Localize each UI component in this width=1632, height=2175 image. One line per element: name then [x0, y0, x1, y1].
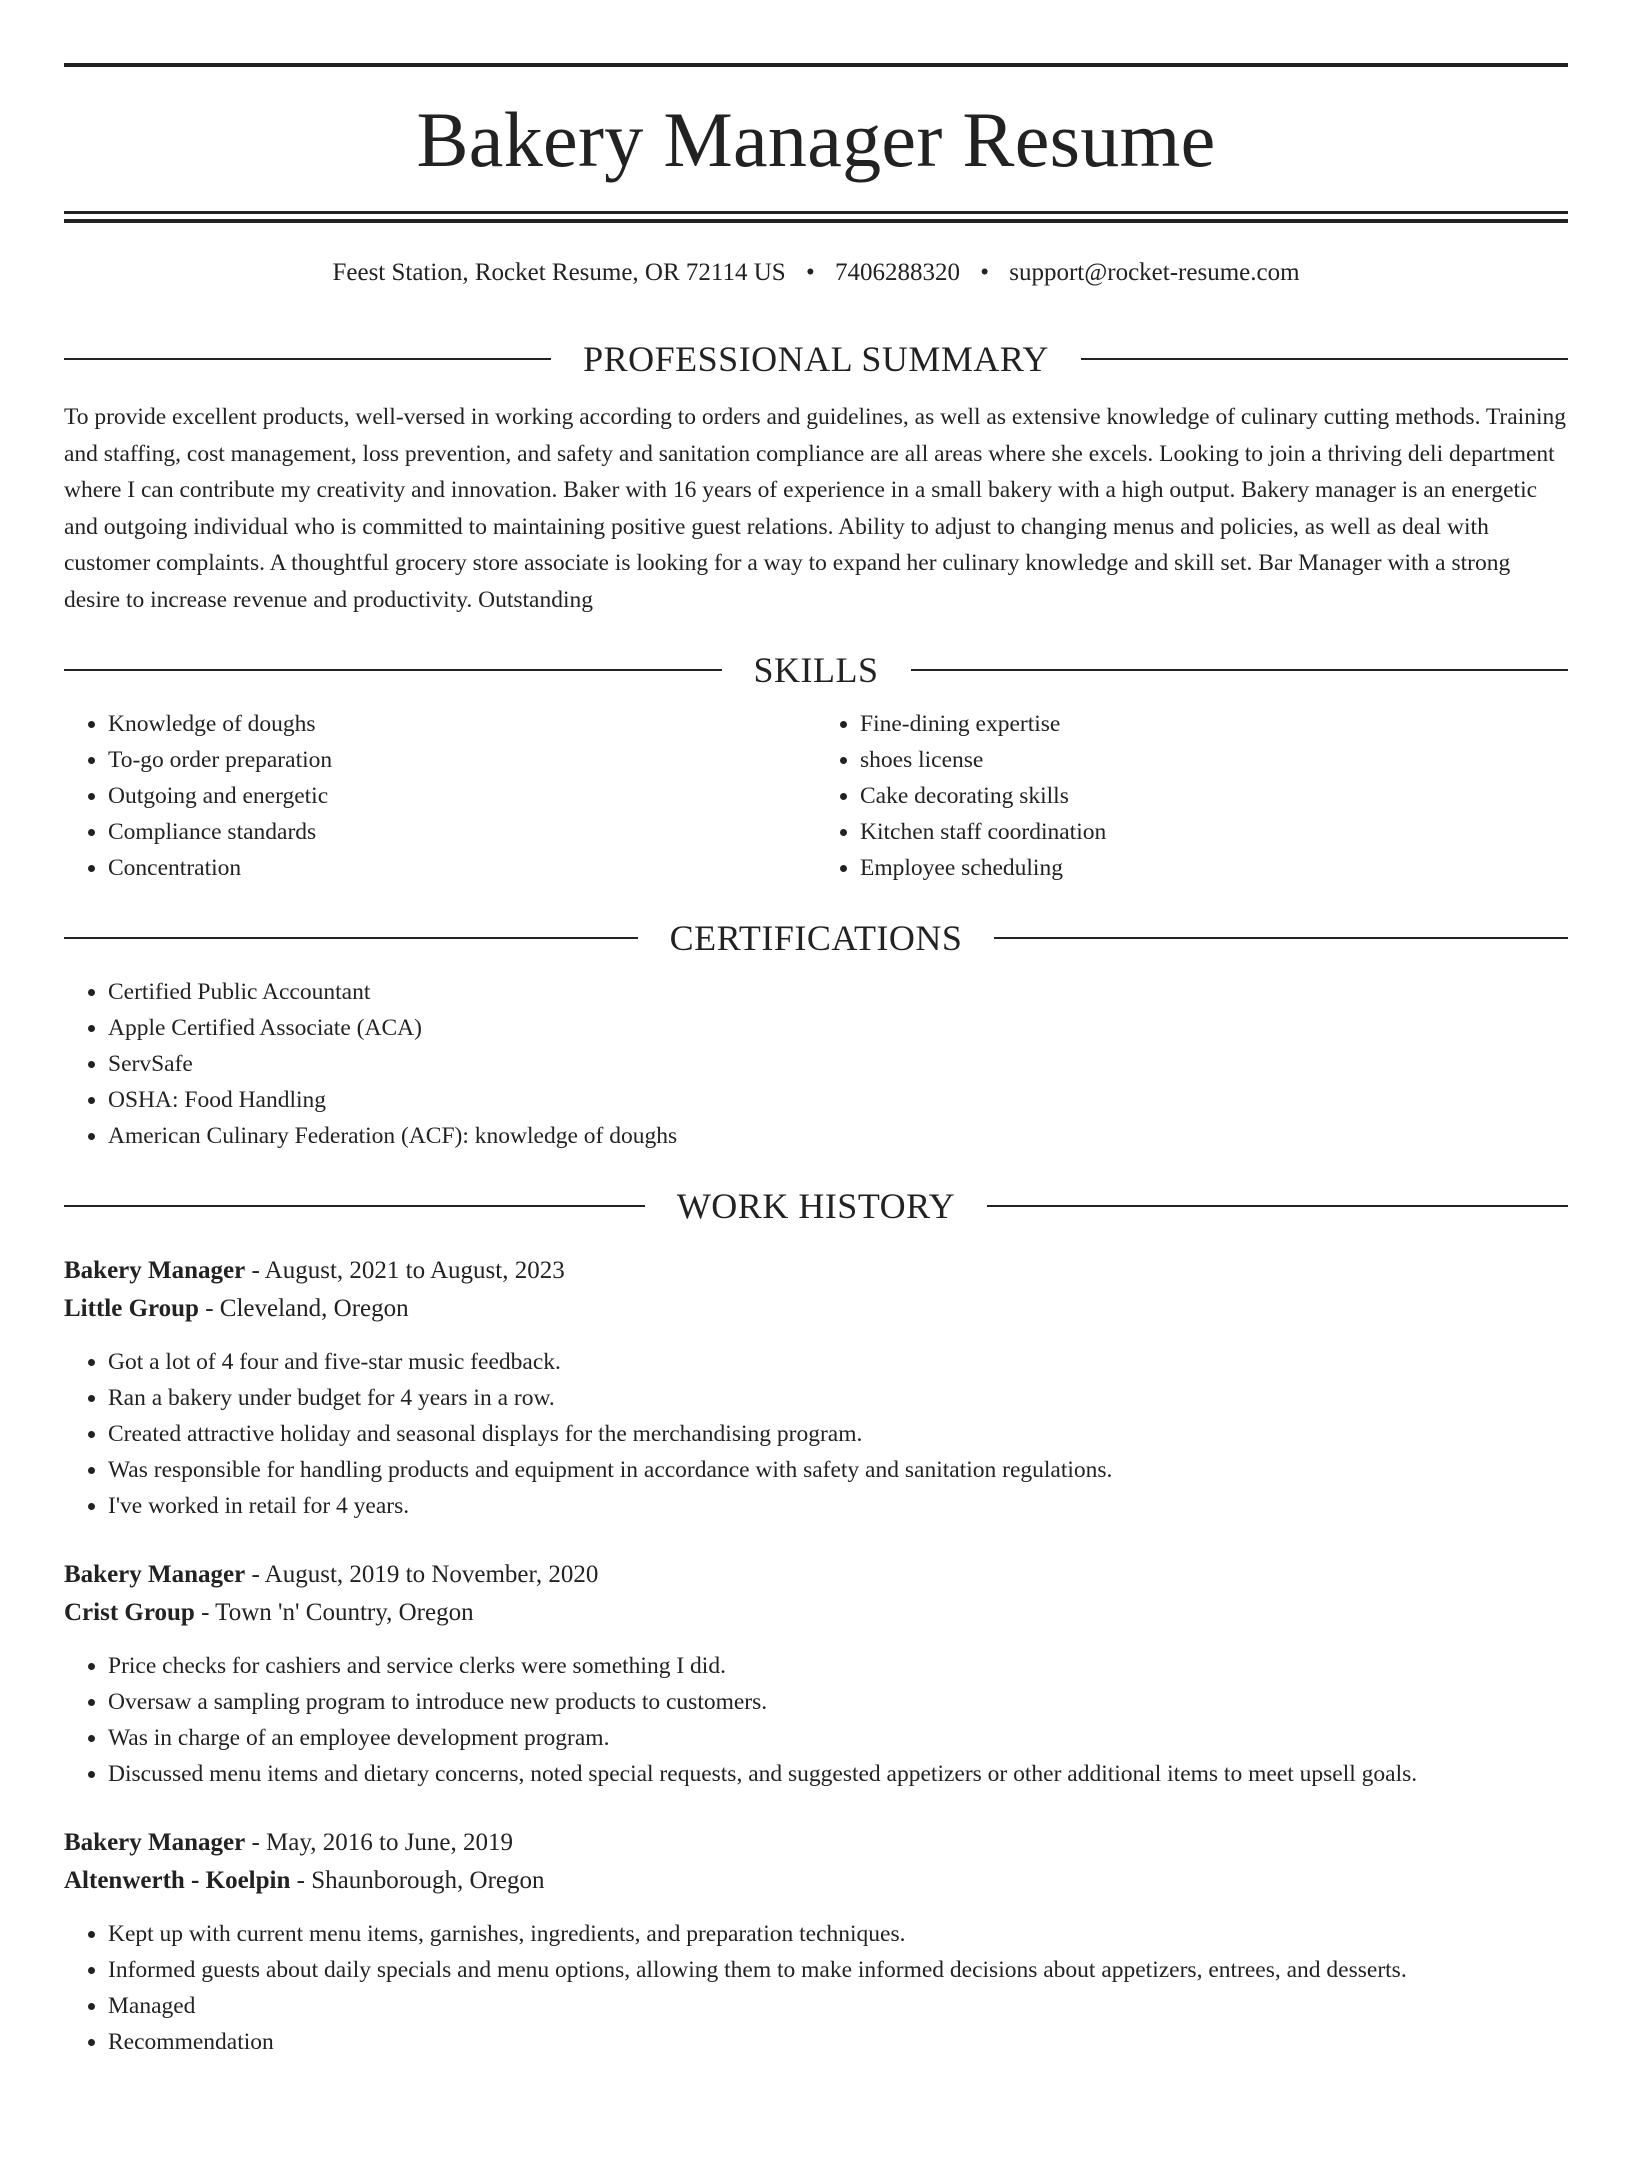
job-location: - Cleveland, Oregon	[198, 1295, 409, 1322]
job-location: - Shaunborough, Oregon	[290, 1867, 545, 1894]
section-rule-right	[1081, 358, 1568, 360]
work-history-list	[64, 1252, 1568, 2060]
job-title: Bakery Manager	[64, 1829, 246, 1856]
job-bullet: • Price checks for cashiers and service clerks were something I did.	[108, 1648, 1568, 1684]
skill-item: • Fine-dining expertise	[860, 706, 1568, 742]
skill-item: • To-go order preparation	[108, 742, 816, 778]
job-location: - Town 'n' Country, Oregon	[194, 1599, 474, 1626]
skills-section-header	[64, 652, 1568, 688]
job-title-line	[64, 1824, 1568, 1862]
job-bullet: • Created attractive holiday and seasonal displays for the merchandising program.	[108, 1416, 1568, 1452]
certification-item: • ServSafe	[108, 1046, 1568, 1082]
job-bullet: • Got a lot of 4 four and five-star music feedback.	[108, 1344, 1568, 1380]
summary-heading: PROFESSIONAL SUMMARY	[583, 339, 1049, 379]
section-rule-left	[64, 1205, 645, 1207]
contact-email[interactable]: support@rocket-resume.com	[1009, 259, 1300, 286]
certification-item: • Certified Public Accountant	[108, 974, 1568, 1010]
skill-item: • shoes license	[860, 742, 1568, 778]
job-bullet: • Was in charge of an employee development program.	[108, 1720, 1568, 1756]
contact-line	[64, 260, 1568, 285]
skill-item: • Knowledge of doughs	[108, 706, 816, 742]
certification-item: • Apple Certified Associate (ACA)	[108, 1010, 1568, 1046]
skills-heading: SKILLS	[753, 650, 879, 690]
certifications-list	[64, 974, 1568, 1154]
job-bullets	[64, 1344, 1568, 1524]
skill-item: • Outgoing and energetic	[108, 778, 816, 814]
job-title: Bakery Manager	[64, 1561, 246, 1588]
job-bullet: • Kept up with current menu items, garnishes, ingredients, and preparation techniques.	[108, 1916, 1568, 1952]
job-dates: - August, 2021 to August, 2023	[245, 1257, 565, 1284]
contact-separator: •	[805, 259, 815, 286]
job-dates: - May, 2016 to June, 2019	[245, 1829, 514, 1856]
skills-list	[64, 706, 1568, 886]
certifications-section-header	[64, 920, 1568, 956]
job-bullet: • Ran a bakery under budget for 4 years in a row.	[108, 1380, 1568, 1416]
job-company: Altenwerth - Koelpin	[64, 1867, 291, 1894]
job-bullet: • Discussed menu items and dietary concerns, noted special requests, and suggested appetizers or other additional items to meet upsell goals.	[108, 1756, 1568, 1792]
job-company: Little Group	[64, 1295, 199, 1322]
job-bullets	[64, 1916, 1568, 2060]
skill-item: • Cake decorating skills	[860, 778, 1568, 814]
skills-column-right	[816, 706, 1568, 886]
work-history-heading: WORK HISTORY	[676, 1186, 956, 1226]
job-bullet: • Recommendation	[108, 2024, 1568, 2060]
job-title: Bakery Manager	[64, 1257, 246, 1284]
contact-separator: •	[980, 259, 989, 286]
section-rule-right	[911, 669, 1569, 671]
title-double-rule	[64, 211, 1568, 223]
job-title-line	[64, 1252, 1568, 1290]
skills-column-left	[64, 706, 816, 886]
skill-item: • Compliance standards	[108, 814, 816, 850]
job-entry	[64, 1824, 1568, 2060]
section-rule-right	[994, 937, 1568, 939]
job-bullet: • Was responsible for handling products and equipment in accordance with safety and sanitation regulations.	[108, 1452, 1568, 1488]
section-rule-left	[64, 358, 551, 360]
skill-item: • Kitchen staff coordination	[860, 814, 1568, 850]
summary-text: To provide excellent products, well-versed in working according to orders and guidelines, as well as extensive knowledge of culinary cutting methods. Training and staffing, cost management, loss prevention, and safety and sanitation compliance are all areas where she excels. Looking to join a thriving deli department where I can contribute my creativity and innovation. Baker with 16 years of experience in a small bakery with a high output. Bakery manager is an energetic and outgoing individual who is committed to maintaining positive guest relations. Ability to adjust to changing menus and policies, as well as deal with customer complaints. A thoughtful grocery store associate is looking for a way to expand her culinary knowledge and skill set. Bar Manager with a strong desire to increase revenue and productivity. Outstanding	[64, 404, 1566, 613]
top-rule	[64, 63, 1568, 67]
summary-section-header	[64, 341, 1568, 377]
job-bullet: • Oversaw a sampling program to introduce new products to customers.	[108, 1684, 1568, 1720]
job-company-line	[64, 1862, 1568, 1900]
section-rule-left	[64, 669, 722, 671]
resume-page	[0, 63, 1632, 2175]
job-company-line	[64, 1290, 1568, 1328]
skill-item: • Employee scheduling	[860, 850, 1568, 886]
contact-phone[interactable]: 7406288320	[834, 259, 960, 286]
contact-address: Feest Station, Rocket Resume, OR 72114 US	[332, 259, 786, 286]
work-history-section-header	[64, 1188, 1568, 1224]
certifications-heading: CERTIFICATIONS	[669, 918, 963, 958]
resume-title: Bakery Manager Resume	[416, 96, 1216, 183]
job-entry	[64, 1252, 1568, 1524]
job-company: Crist Group	[64, 1599, 195, 1626]
certification-item: • OSHA: Food Handling	[108, 1082, 1568, 1118]
job-bullet: • Managed	[108, 1988, 1568, 2024]
job-bullet: • I've worked in retail for 4 years.	[108, 1488, 1568, 1524]
section-rule-right	[987, 1205, 1568, 1207]
job-title-line	[64, 1556, 1568, 1594]
job-dates: - August, 2019 to November, 2020	[245, 1561, 599, 1588]
job-bullets	[64, 1648, 1568, 1792]
skill-item: • Concentration	[108, 850, 816, 886]
job-company-line	[64, 1594, 1568, 1632]
job-bullet: • Informed guests about daily specials and menu options, allowing them to make informed decisions about appetizers, entrees, and desserts.	[108, 1952, 1568, 1988]
certification-item: • American Culinary Federation (ACF): knowledge of doughs	[108, 1118, 1568, 1154]
section-rule-left	[64, 937, 638, 939]
job-entry	[64, 1556, 1568, 1792]
